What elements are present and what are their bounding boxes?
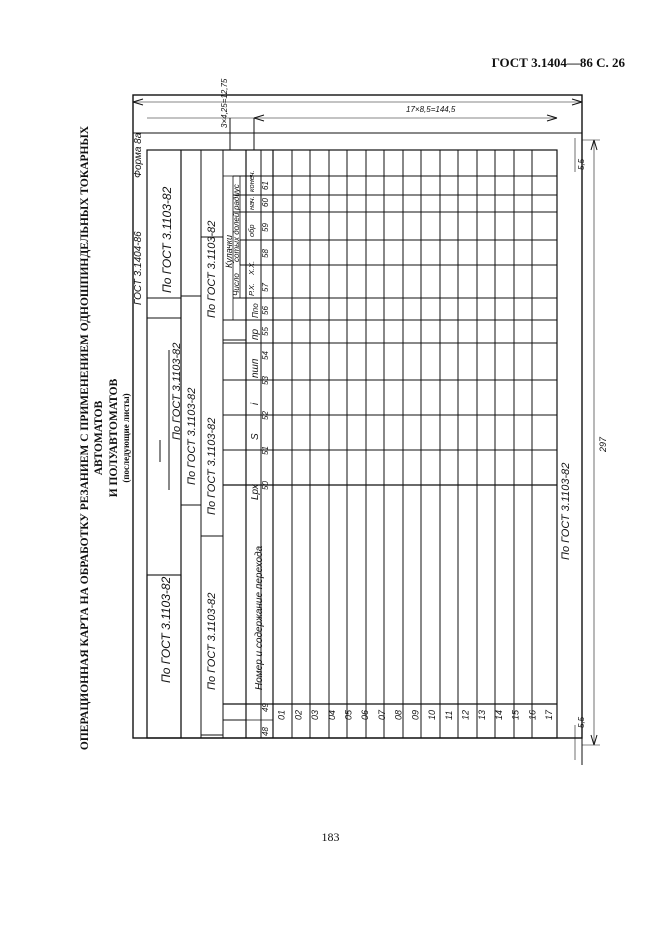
column-number: 53	[261, 376, 270, 385]
column-number: 48	[261, 727, 270, 736]
gost-ref-8: По ГОСТ 3.1103-82	[560, 462, 572, 560]
form-standard: ГОСТ 3.1404-86	[133, 231, 144, 305]
column-number: 57	[261, 283, 270, 292]
column-number: 58	[261, 249, 270, 258]
header-lrx: Lрх	[250, 484, 261, 500]
column-number: 49	[261, 703, 270, 712]
gost-ref-7: По ГОСТ 3.1103-82	[206, 220, 218, 318]
page-number: 183	[321, 830, 340, 844]
column-number: 54	[261, 351, 270, 360]
dim-main: 17×8,5=144,5	[406, 105, 456, 114]
header-obr: обр	[247, 224, 256, 237]
title-line-1: ОПЕРАЦИОННАЯ КАРТА НА ОБРАБОТКУ РЕЗАНИЕМ С ПРИМЕНЕНИЕМ ОДНОШПИНДЕЛЬНЫХ ТОКАРНЫХ АВТОМАТОВ	[78, 125, 105, 751]
sheet-frame	[133, 95, 582, 738]
gost-ref-2: По ГОСТ 3.1103-82	[159, 576, 173, 683]
title-line-2: И ПОЛУАВТОМАТОВ	[107, 378, 120, 498]
row-number: 16	[527, 709, 538, 720]
row-number: 10	[427, 709, 438, 720]
row-number: 13	[477, 709, 488, 720]
row-number: 06	[360, 709, 371, 720]
row-number: 04	[326, 709, 337, 720]
column-number: 52	[261, 411, 270, 420]
column-number: 56	[261, 306, 270, 315]
gost-ref-5: По ГОСТ 3.1103-82	[206, 417, 218, 515]
row-number: 08	[393, 709, 404, 720]
row-number: 15	[510, 709, 521, 720]
column-number: 55	[261, 327, 270, 336]
header-ppo: Ппо	[251, 303, 260, 318]
header-xx: Х.Х.	[247, 260, 256, 275]
row-number: 01	[276, 709, 287, 720]
row-number: 12	[460, 709, 471, 720]
header-sotyh: сотых долей	[232, 212, 241, 262]
row-number: 14	[493, 709, 504, 720]
header-pr: пр	[250, 328, 261, 340]
column-number: 60	[261, 198, 270, 207]
header-rx: Р.Х.	[247, 282, 256, 296]
dim-top: 5,5	[577, 158, 586, 170]
row-number: 02	[293, 709, 304, 720]
header-nshp: nшп	[250, 358, 261, 378]
dim-bottom: 5,5	[577, 716, 586, 728]
header-kulachki: Кулачки	[224, 235, 234, 268]
row-number: 05	[343, 709, 354, 720]
gost-ref-4: По ГОСТ 3.1103-82	[186, 387, 198, 485]
column-number: 50	[261, 481, 270, 490]
row-number: 03	[310, 709, 321, 720]
dim-left: 3×4,25=12,75	[220, 78, 229, 128]
header-nach: нач.	[247, 196, 256, 210]
title-line-3: (последующие листы)	[120, 393, 131, 483]
column-number: 51	[261, 446, 270, 455]
column-number: 61	[261, 181, 270, 190]
row-number: 09	[410, 709, 421, 720]
page-header: ГОСТ 3.1404—86 С. 26	[491, 55, 625, 70]
header-step: Номер и содержание перехода	[254, 545, 265, 690]
column-number: 59	[261, 223, 270, 232]
form-name: Форма 8а	[133, 132, 144, 178]
gost-ref-1: По ГОСТ 3.1103-82	[160, 186, 174, 293]
header-chislo: Число	[232, 273, 241, 296]
row-number: 11	[443, 710, 454, 720]
row-number: 17	[544, 709, 554, 720]
row-number: 07	[376, 709, 387, 720]
header-konech: конеч.	[247, 170, 256, 192]
header-radius: радиус	[232, 184, 241, 210]
dim-width: 297	[598, 436, 608, 452]
header-i: i	[250, 402, 261, 405]
gost-ref-6: По ГОСТ 3.1103-82	[206, 592, 218, 690]
gost-ref-3: По ГОСТ 3.1103-82	[171, 342, 183, 440]
header-s: S	[250, 433, 261, 440]
